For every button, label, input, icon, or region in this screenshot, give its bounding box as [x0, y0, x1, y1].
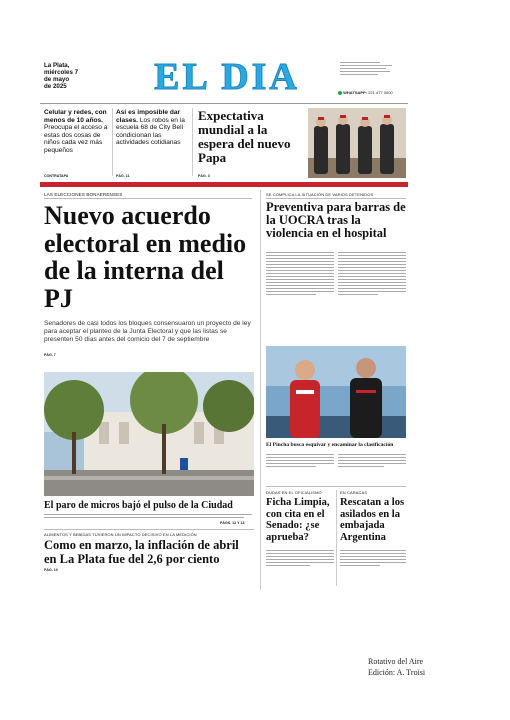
column-divider	[260, 190, 261, 590]
credit-line: Rotativo del Aire	[368, 657, 424, 666]
whatsapp-number: 221 477 0000	[368, 90, 393, 95]
date-line: de 2025	[44, 83, 67, 90]
ficha-headline: Ficha Limpia, con cita en el Senado: ¿se aprueba?	[266, 497, 330, 543]
uocra-body-right	[338, 252, 406, 297]
whatsapp-contact	[338, 90, 408, 95]
micros-headline: El paro de micros bajó el pulso de la Ciudad	[44, 500, 233, 511]
teaser-divider	[112, 108, 113, 176]
caracas-body	[340, 550, 406, 568]
micros-rule	[44, 529, 254, 530]
buses-photo	[44, 372, 254, 496]
credit-line: Edición: A. Troisi	[368, 668, 426, 677]
inflacion-headline: Como en marzo, la inflación de abril en La Plata fue del 2,6 por ciento	[44, 538, 239, 566]
teaser-text: Preocupa el acceso a estas dos cosas de niños cada vez más pequeños	[44, 124, 108, 154]
whatsapp-icon	[338, 91, 342, 95]
masthead-date	[44, 62, 104, 90]
micros-ref: PÁGS. 12 Y 13	[220, 521, 245, 525]
teaser-escuela	[116, 109, 186, 147]
section-rule	[44, 198, 252, 199]
caracas-section: EN CARACAS	[340, 490, 368, 495]
teaser-ref: CONTRATAPA	[44, 174, 69, 178]
lead-headline: Nuevo acuerdo electoral en medio de la interna del PJ	[44, 201, 247, 313]
pincha-caption: El Pincha busca esquivar y encaminar la clasificación	[266, 442, 394, 448]
lead-section: LAS ELECCIONES BONAERENSES	[44, 192, 123, 197]
caracas-headline: Rescatan a los asilados en la embajada Argentina	[340, 497, 405, 543]
cardinals-photo	[308, 108, 406, 178]
pincha-body-left	[266, 454, 334, 469]
lead-deck: Senadores de casi todos los bloques consensuaron un proyecto de ley para aceptar el planteo de la Junta Electoral y que las listas se presenten 50 días antes del comicio del 7 de septiembre	[44, 320, 251, 343]
masthead-info	[340, 62, 402, 77]
uocra-body-left	[266, 252, 334, 297]
edition-credit	[368, 656, 425, 678]
ficha-body	[266, 550, 334, 568]
inflacion-ref: PÁG. 10	[44, 568, 58, 572]
ficha-section: DUDAS EN EL OFICIALISMO	[266, 490, 322, 495]
masthead-divider	[40, 103, 408, 104]
inflacion-section: ALIMENTOS Y BEBIDAS TUVIERON UN IMPACTO DECISIVO EN LA MEDICIÓN	[44, 532, 197, 537]
date-line: de mayo	[44, 76, 70, 83]
date-line: La Plata,	[44, 62, 70, 69]
teaser-papa-ref: PÁG. 3	[198, 174, 210, 178]
teaser-text: Los robos en la escuela 68 de City Bell condicionan las actividades cotidianas	[116, 116, 185, 147]
teaser-divider	[192, 108, 193, 176]
pincha-body-right	[338, 454, 406, 469]
teaser-bold: Así es imposible dar clases.	[116, 109, 181, 124]
newspaper-front-page	[40, 56, 408, 604]
pincha-rule	[266, 486, 406, 487]
red-band	[40, 182, 408, 187]
uocra-section: SE COMPLICA LA SITUACIÓN DE VARIOS DETENIDOS	[266, 192, 374, 197]
teaser-bold: Celular y redes, con menos de 10 años.	[44, 109, 107, 124]
ficha-divider	[336, 490, 337, 586]
masthead-logo-text: EL DIA	[120, 56, 334, 96]
micros-summary	[44, 514, 254, 520]
pincha-photo	[266, 346, 406, 438]
teaser-papa-title: Expectativa mundial a la espera del nuevo Papa	[198, 108, 291, 165]
teaser-celular	[44, 109, 108, 155]
whatsapp-label: WHATSAPP:	[343, 90, 368, 95]
teaser-ref: PÁG. 11	[116, 174, 130, 178]
uocra-headline: Preventiva para barras de la UOCRA tras la violencia en el hospital	[266, 200, 406, 241]
section-rule	[266, 198, 406, 199]
lead-ref: PÁG. 7	[44, 353, 56, 357]
date-line: miércoles 7	[44, 69, 79, 76]
